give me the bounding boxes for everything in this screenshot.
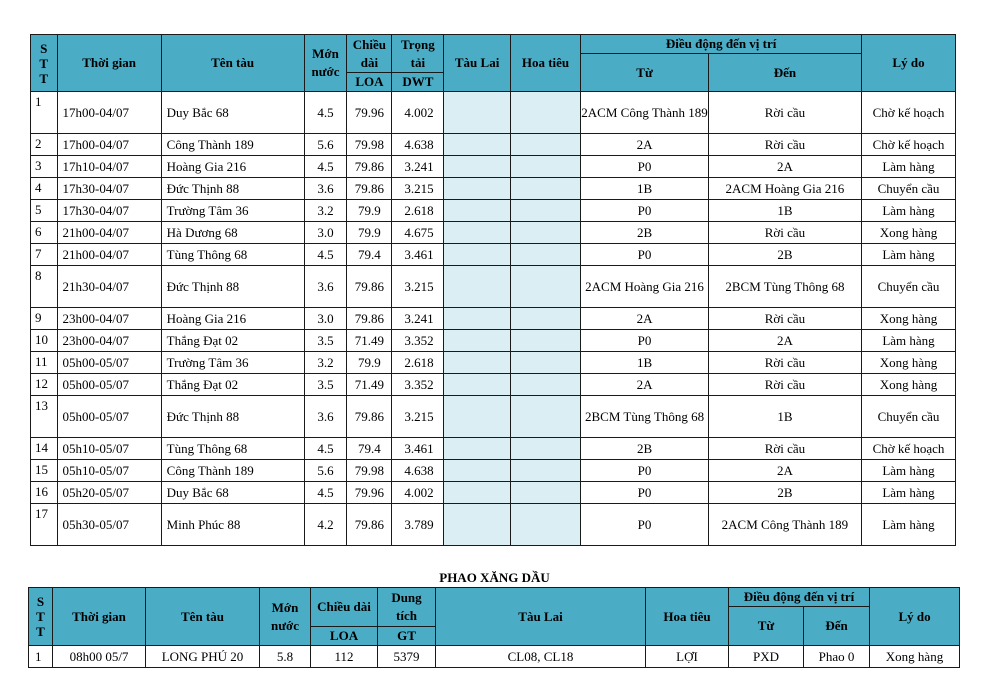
pilot-cell (510, 222, 580, 244)
draft-cell: 3.0 (304, 308, 347, 330)
header-reason: Lý do (862, 35, 956, 92)
ship-name-cell: Tùng Thông 68 (161, 438, 304, 460)
draft-cell: 3.2 (304, 200, 347, 222)
table-row (31, 438, 956, 460)
table-row (31, 482, 956, 504)
loa-cell: 79.9 (347, 352, 392, 374)
dwt-cell: 4.638 (392, 460, 444, 482)
tug-cell (444, 244, 510, 266)
tug-cell (444, 266, 510, 308)
tug-cell (444, 330, 510, 352)
time-cell: 17h00-04/07 (57, 134, 161, 156)
ship-name-cell: Công Thành 189 (161, 134, 304, 156)
to-position-cell: Phao 0 (804, 646, 870, 668)
loa-cell: 79.86 (347, 308, 392, 330)
ship-name-cell: Hà Dương 68 (161, 222, 304, 244)
tug-cell (444, 374, 510, 396)
time-cell: 05h30-05/07 (57, 504, 161, 546)
draft-cell: 3.5 (304, 330, 347, 352)
to-position-cell: 2A (708, 460, 861, 482)
reason-cell: Xong hàng (862, 374, 956, 396)
row-number: 11 (31, 352, 58, 374)
ship-name-cell: Duy Bắc 68 (161, 92, 304, 134)
reason-cell: Làm hàng (862, 244, 956, 266)
reason-cell: Làm hàng (862, 200, 956, 222)
to-position-cell: 2B (708, 244, 861, 266)
dwt-cell: 3.789 (392, 504, 444, 546)
loa-cell: 79.98 (347, 460, 392, 482)
reason-cell: Chuyển cầu (862, 178, 956, 200)
from-position-cell: 2ACM Công Thành 189 (581, 92, 709, 134)
header-from: Từ (581, 54, 709, 92)
header-stt: S T T (29, 588, 53, 646)
ship-name-cell: Thắng Đạt 02 (161, 374, 304, 396)
from-position-cell: 2BCM Tùng Thông 68 (581, 396, 709, 438)
pilot-cell (510, 374, 580, 396)
tug-cell (444, 482, 510, 504)
to-position-cell: Rời cầu (708, 222, 861, 244)
time-cell: 17h10-04/07 (57, 156, 161, 178)
time-cell: 05h10-05/07 (57, 438, 161, 460)
dwt-cell: 4.002 (392, 482, 444, 504)
pilot-cell (510, 244, 580, 266)
time-cell: 21h30-04/07 (57, 266, 161, 308)
row-number: 5 (31, 200, 58, 222)
row-number: 4 (31, 178, 58, 200)
pilot-cell (510, 330, 580, 352)
header-loa: LOA (347, 73, 392, 92)
ship-name-cell: Duy Bắc 68 (161, 482, 304, 504)
tug-cell (444, 352, 510, 374)
time-cell: 08h00 05/7 (53, 646, 146, 668)
to-position-cell: Rời cầu (708, 352, 861, 374)
to-position-cell: Rời cầu (708, 92, 861, 134)
loa-cell: 79.98 (347, 134, 392, 156)
tug-cell: CL08, CL18 (436, 646, 646, 668)
table-row (31, 374, 956, 396)
header-tug: Tàu Lai (444, 35, 510, 92)
loa-cell: 79.9 (347, 200, 392, 222)
from-position-cell: P0 (581, 244, 709, 266)
pilot-cell (510, 266, 580, 308)
ship-name-cell: Đức Thịnh 88 (161, 178, 304, 200)
berth-movement-table (30, 34, 956, 546)
table-row (31, 396, 956, 438)
draft-cell: 3.6 (304, 396, 347, 438)
header-draft: Mớn nước (260, 588, 311, 646)
loa-cell: 79.4 (347, 438, 392, 460)
loa-cell: 79.96 (347, 92, 392, 134)
from-position-cell: P0 (581, 482, 709, 504)
time-cell: 23h00-04/07 (57, 330, 161, 352)
draft-cell: 4.5 (304, 92, 347, 134)
table-row (31, 244, 956, 266)
pilot-cell (510, 482, 580, 504)
reason-cell: Làm hàng (862, 482, 956, 504)
from-position-cell: 1B (581, 178, 709, 200)
row-number: 10 (31, 330, 58, 352)
from-position-cell: P0 (581, 156, 709, 178)
ship-name-cell: Tùng Thông 68 (161, 244, 304, 266)
table-row (31, 134, 956, 156)
time-cell: 05h00-05/07 (57, 396, 161, 438)
time-cell: 05h10-05/07 (57, 460, 161, 482)
reason-cell: Làm hàng (862, 330, 956, 352)
draft-cell: 4.5 (304, 156, 347, 178)
ship-name-cell: Hoàng Gia 216 (161, 156, 304, 178)
header-tug: Tàu Lai (436, 588, 646, 646)
table-row (29, 646, 960, 668)
ship-name-cell: Đức Thịnh 88 (161, 396, 304, 438)
pilot-cell (510, 156, 580, 178)
draft-cell: 4.5 (304, 438, 347, 460)
draft-cell: 5.6 (304, 134, 347, 156)
reason-cell: Xong hàng (870, 646, 960, 668)
header-move-to-position: Điều động đến vị trí (729, 588, 870, 607)
draft-cell: 3.2 (304, 352, 347, 374)
table-row (31, 222, 956, 244)
to-position-cell: 2A (708, 156, 861, 178)
row-number: 14 (31, 438, 58, 460)
time-cell: 21h00-04/07 (57, 244, 161, 266)
pilot-cell (510, 396, 580, 438)
pilot-cell (510, 504, 580, 546)
reason-cell: Làm hàng (862, 156, 956, 178)
header-time: Thời gian (53, 588, 146, 646)
loa-cell: 112 (311, 646, 378, 668)
loa-cell: 79.9 (347, 222, 392, 244)
section-title: PHAO XĂNG DẦU (439, 570, 550, 585)
ship-name-cell: Đức Thịnh 88 (161, 266, 304, 308)
header-length: Chiều dài (311, 588, 378, 627)
dwt-cell: 2.618 (392, 352, 444, 374)
to-position-cell: Rời cầu (708, 134, 861, 156)
gt-cell: 5379 (378, 646, 436, 668)
row-number: 15 (31, 460, 58, 482)
pilot-cell (510, 352, 580, 374)
time-cell: 05h20-05/07 (57, 482, 161, 504)
to-position-cell: 2ACM Công Thành 189 (708, 504, 861, 546)
time-cell: 17h30-04/07 (57, 178, 161, 200)
loa-cell: 79.86 (347, 178, 392, 200)
loa-cell: 71.49 (347, 330, 392, 352)
time-cell: 17h30-04/07 (57, 200, 161, 222)
pilot-cell (510, 178, 580, 200)
header-reason: Lý do (870, 588, 960, 646)
tug-cell (444, 504, 510, 546)
row-number: 3 (31, 156, 58, 178)
draft-cell: 3.5 (304, 374, 347, 396)
header-move-to-position: Điều động đến vị trí (581, 35, 862, 54)
header-loa: LOA (311, 627, 378, 646)
reason-cell: Làm hàng (862, 460, 956, 482)
time-cell: 05h00-05/07 (57, 374, 161, 396)
row-number: 17 (31, 504, 58, 546)
table-row (31, 460, 956, 482)
draft-cell: 3.6 (304, 266, 347, 308)
table-row (31, 200, 956, 222)
tug-cell (444, 460, 510, 482)
to-position-cell: 2A (708, 330, 861, 352)
pilot-cell (510, 438, 580, 460)
dwt-cell: 3.461 (392, 244, 444, 266)
header-draft: Mớn nước (304, 35, 347, 92)
berth-movement-rows (31, 92, 956, 546)
to-position-cell: Rời cầu (708, 308, 861, 330)
row-number: 1 (31, 92, 58, 134)
row-number: 9 (31, 308, 58, 330)
from-position-cell: P0 (581, 330, 709, 352)
pilot-cell (510, 308, 580, 330)
draft-cell: 4.5 (304, 482, 347, 504)
to-position-cell: 2B (708, 482, 861, 504)
tug-cell (444, 134, 510, 156)
tug-cell (444, 156, 510, 178)
reason-cell: Làm hàng (862, 504, 956, 546)
reason-cell: Chuyển cầu (862, 396, 956, 438)
dwt-cell: 3.215 (392, 266, 444, 308)
to-position-cell: 2BCM Tùng Thông 68 (708, 266, 861, 308)
draft-cell: 3.0 (304, 222, 347, 244)
ship-name-cell: Minh Phúc 88 (161, 504, 304, 546)
table-row (31, 92, 956, 134)
table-row (31, 178, 956, 200)
header-pilot: Hoa tiêu (510, 35, 580, 92)
dwt-cell: 4.675 (392, 222, 444, 244)
table-row (31, 352, 956, 374)
ship-name-cell: Hoàng Gia 216 (161, 308, 304, 330)
pilot-cell: LỢI (646, 646, 729, 668)
table-row (31, 308, 956, 330)
to-position-cell: 2ACM Hoàng Gia 216 (708, 178, 861, 200)
row-number: 7 (31, 244, 58, 266)
fuel-buoy-rows (29, 646, 960, 668)
draft-cell: 3.6 (304, 178, 347, 200)
ship-name-cell: Trường Tâm 36 (161, 200, 304, 222)
reason-cell: Chuyển cầu (862, 266, 956, 308)
table-row (31, 330, 956, 352)
ship-name-cell: LONG PHÚ 20 (146, 646, 260, 668)
ship-name-cell: Công Thành 189 (161, 460, 304, 482)
header-capacity: Dung tích (378, 588, 436, 627)
header-ship-name: Tên tàu (146, 588, 260, 646)
pilot-cell (510, 460, 580, 482)
row-number: 12 (31, 374, 58, 396)
from-position-cell: 2ACM Hoàng Gia 216 (581, 266, 709, 308)
pilot-cell (510, 200, 580, 222)
header-length: Chiều dài (347, 35, 392, 73)
dwt-cell: 3.241 (392, 156, 444, 178)
from-position-cell: PXD (729, 646, 804, 668)
header-to: Đến (708, 54, 861, 92)
draft-cell: 5.6 (304, 460, 347, 482)
loa-cell: 79.86 (347, 156, 392, 178)
header-ship-name: Tên tàu (161, 35, 304, 92)
row-number: 8 (31, 266, 58, 308)
reason-cell: Xong hàng (862, 308, 956, 330)
tug-cell (444, 222, 510, 244)
loa-cell: 71.49 (347, 374, 392, 396)
fuel-buoy-table (28, 587, 960, 668)
from-position-cell: P0 (581, 460, 709, 482)
row-number: 6 (31, 222, 58, 244)
header-tonnage: Trọng tải (392, 35, 444, 73)
to-position-cell: Rời cầu (708, 438, 861, 460)
reason-cell: Chờ kế hoạch (862, 134, 956, 156)
ship-name-cell: Thắng Đạt 02 (161, 330, 304, 352)
dwt-cell: 3.215 (392, 396, 444, 438)
tug-cell (444, 308, 510, 330)
dwt-cell: 3.241 (392, 308, 444, 330)
from-position-cell: P0 (581, 200, 709, 222)
dwt-cell: 3.352 (392, 330, 444, 352)
header-to: Đến (804, 607, 870, 646)
dwt-cell: 4.638 (392, 134, 444, 156)
reason-cell: Xong hàng (862, 352, 956, 374)
tug-cell (444, 178, 510, 200)
from-position-cell: 2B (581, 438, 709, 460)
draft-cell: 4.5 (304, 244, 347, 266)
row-number: 13 (31, 396, 58, 438)
to-position-cell: Rời cầu (708, 374, 861, 396)
header-stt: S T T (31, 35, 58, 92)
tug-cell (444, 438, 510, 460)
dwt-cell: 2.618 (392, 200, 444, 222)
draft-cell: 5.8 (260, 646, 311, 668)
table-row (31, 156, 956, 178)
time-cell: 05h00-05/07 (57, 352, 161, 374)
from-position-cell: 2A (581, 134, 709, 156)
loa-cell: 79.96 (347, 482, 392, 504)
reason-cell: Xong hàng (862, 222, 956, 244)
time-cell: 17h00-04/07 (57, 92, 161, 134)
dwt-cell: 3.352 (392, 374, 444, 396)
header-pilot: Hoa tiêu (646, 588, 729, 646)
reason-cell: Chờ kế hoạch (862, 92, 956, 134)
header-from: Từ (729, 607, 804, 646)
to-position-cell: 1B (708, 200, 861, 222)
time-cell: 23h00-04/07 (57, 308, 161, 330)
header-dwt: DWT (392, 73, 444, 92)
loa-cell: 79.86 (347, 396, 392, 438)
row-number: 2 (31, 134, 58, 156)
from-position-cell: P0 (581, 504, 709, 546)
tug-cell (444, 200, 510, 222)
from-position-cell: 2A (581, 308, 709, 330)
header-time: Thời gian (57, 35, 161, 92)
from-position-cell: 2A (581, 374, 709, 396)
header-gt: GT (378, 627, 436, 646)
reason-cell: Chờ kế hoạch (862, 438, 956, 460)
tug-cell (444, 396, 510, 438)
from-position-cell: 1B (581, 352, 709, 374)
row-number: 1 (29, 646, 53, 668)
table-row (31, 504, 956, 546)
loa-cell: 79.86 (347, 266, 392, 308)
row-number: 16 (31, 482, 58, 504)
tug-cell (444, 92, 510, 134)
to-position-cell: 1B (708, 396, 861, 438)
loa-cell: 79.4 (347, 244, 392, 266)
dwt-cell: 3.215 (392, 178, 444, 200)
draft-cell: 4.2 (304, 504, 347, 546)
ship-name-cell: Trường Tâm 36 (161, 352, 304, 374)
table-row (31, 266, 956, 308)
pilot-cell (510, 134, 580, 156)
time-cell: 21h00-04/07 (57, 222, 161, 244)
dwt-cell: 3.461 (392, 438, 444, 460)
dwt-cell: 4.002 (392, 92, 444, 134)
pilot-cell (510, 92, 580, 134)
from-position-cell: 2B (581, 222, 709, 244)
loa-cell: 79.86 (347, 504, 392, 546)
